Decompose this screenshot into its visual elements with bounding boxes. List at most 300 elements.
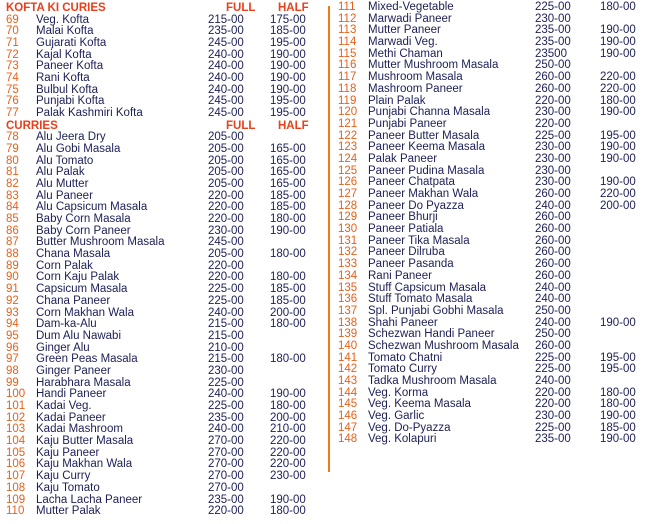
menu-item-row xyxy=(338,341,644,353)
item-number: 130 xyxy=(338,223,358,236)
half-price: 220-00 xyxy=(270,446,306,459)
item-number: 91 xyxy=(6,283,19,296)
full-price: 240-00 xyxy=(535,199,571,212)
half-price: 165-00 xyxy=(270,154,306,167)
item-number: 100 xyxy=(6,388,26,401)
item-number: 123 xyxy=(338,141,358,154)
full-price: 240-00 xyxy=(208,48,244,61)
item-number: 147 xyxy=(338,421,358,434)
item-name: Butter Mushroom Masala xyxy=(36,236,165,249)
item-name: Schezwan Handi Paneer xyxy=(368,328,495,341)
full-price: 270-00 xyxy=(208,470,244,483)
half-column-label: HALF xyxy=(278,119,309,132)
full-price: 205-00 xyxy=(208,142,244,155)
full-price: 220-00 xyxy=(535,94,571,107)
half-price: 185-00 xyxy=(270,294,306,307)
half-price: 190-00 xyxy=(270,71,306,84)
item-number: 72 xyxy=(6,48,19,61)
half-price: 190-00 xyxy=(270,48,306,61)
item-name: Kadai Mashroom xyxy=(36,423,123,436)
half-price: 190-00 xyxy=(600,176,636,189)
full-price: 235-00 xyxy=(535,36,571,49)
full-price: 260-00 xyxy=(535,188,571,200)
half-price: 190-00 xyxy=(600,24,636,37)
item-number: 137 xyxy=(338,304,358,317)
full-price: 250-00 xyxy=(535,304,571,317)
half-price: 185-00 xyxy=(600,421,636,434)
item-number: 138 xyxy=(338,316,358,329)
full-price: 260-00 xyxy=(535,223,571,236)
item-name: Mushroom Masala xyxy=(368,71,463,84)
full-price: 230-00 xyxy=(535,12,571,25)
item-number: 78 xyxy=(6,131,19,144)
item-name: Paneer Tika Masala xyxy=(368,234,470,247)
item-number: 79 xyxy=(6,142,19,155)
item-name: Punjabi Channa Masala xyxy=(368,106,491,119)
half-price: 200-00 xyxy=(600,199,636,212)
item-number: 119 xyxy=(338,94,357,107)
item-name: Dum Alu Nawabi xyxy=(36,329,122,342)
full-price: 240-00 xyxy=(535,375,571,387)
full-price: 240-00 xyxy=(208,83,244,96)
half-price: 190-00 xyxy=(270,224,306,237)
menu-item-row xyxy=(6,179,316,191)
full-price: 220-00 xyxy=(535,398,571,411)
menu-item-row xyxy=(6,73,316,85)
full-price: 240-00 xyxy=(208,60,244,73)
half-price: 190-00 xyxy=(600,433,636,446)
half-price: 220-00 xyxy=(600,82,636,95)
item-name: Paneer Makhan Wala xyxy=(368,188,479,200)
full-price: 225-00 xyxy=(535,129,571,142)
item-name: Ginger Paneer xyxy=(36,364,111,377)
half-price: 230-00 xyxy=(270,470,306,483)
half-price: 185-00 xyxy=(270,283,306,296)
half-price: 190-00 xyxy=(270,60,306,73)
menu-item-row xyxy=(338,2,644,14)
item-name: Palak Paneer xyxy=(368,152,438,165)
menu-item-row xyxy=(338,271,644,283)
half-price: 195-00 xyxy=(600,351,636,364)
full-price: 220-00 xyxy=(535,386,571,399)
item-number: 75 xyxy=(6,83,19,96)
full-price: 270-00 xyxy=(208,481,244,494)
item-name: Paneer Dilruba xyxy=(368,246,445,259)
item-name: Paneer Kofta xyxy=(36,60,104,73)
full-price: 220-00 xyxy=(208,505,244,518)
half-price: 195-00 xyxy=(270,107,306,119)
item-number: 148 xyxy=(338,433,358,446)
item-number: 99 xyxy=(6,376,19,389)
item-name: Punjabi Paneer xyxy=(368,117,447,130)
item-name: Lacha Lacha Paneer xyxy=(36,493,143,506)
item-number: 110 xyxy=(6,505,25,518)
item-name: Kaju Tomato xyxy=(36,481,100,494)
item-name: Rani Paneer xyxy=(368,269,432,282)
item-name: Kadai Paneer xyxy=(36,411,106,424)
full-price: 215-00 xyxy=(208,13,244,26)
half-price: 165-00 xyxy=(270,142,306,155)
half-price: 190-00 xyxy=(600,410,636,423)
full-price: 245-00 xyxy=(208,107,244,119)
full-price: 220-00 xyxy=(208,259,244,272)
item-name: Paneer Pasanda xyxy=(368,258,454,271)
half-price: 180-00 xyxy=(270,400,306,412)
half-price: 175-00 xyxy=(270,13,306,26)
item-number: 133 xyxy=(338,258,358,271)
item-number: 140 xyxy=(338,339,358,352)
half-price: 165-00 xyxy=(270,177,306,190)
item-name: Alu Capsicum Masala xyxy=(36,201,148,214)
item-name: Alu Gobi Masala xyxy=(36,142,121,155)
full-price: 245-00 xyxy=(208,36,244,49)
item-name: Alu Mutter xyxy=(36,177,89,190)
half-column-label: HALF xyxy=(278,2,309,14)
item-number: 111 xyxy=(338,1,356,13)
half-price: 190-00 xyxy=(600,316,636,329)
menu-item-row xyxy=(6,331,316,343)
half-price: 180-00 xyxy=(600,1,636,13)
full-column-label: FULL xyxy=(226,119,256,132)
half-price: 190-00 xyxy=(270,388,306,401)
full-price: 250-00 xyxy=(535,328,571,341)
item-name: Veg. Korma xyxy=(368,386,429,399)
full-price: 220-00 xyxy=(208,201,244,214)
item-number: 131 xyxy=(338,234,358,247)
full-price: 235-00 xyxy=(535,433,571,446)
item-name: Methi Chaman xyxy=(368,47,443,60)
half-price: 195-00 xyxy=(270,95,306,108)
item-name: Paneer Patiala xyxy=(368,223,444,236)
full-price: 205-00 xyxy=(208,248,244,261)
item-number: 103 xyxy=(6,423,26,436)
item-number: 86 xyxy=(6,224,19,237)
half-price: 180-00 xyxy=(270,318,306,331)
item-name: Veg. Garlic xyxy=(368,410,425,423)
item-number: 136 xyxy=(338,293,358,306)
full-price: 270-00 xyxy=(208,446,244,459)
menu-item-row xyxy=(6,296,316,308)
full-price: 260-00 xyxy=(535,246,571,259)
half-price: 195-00 xyxy=(600,363,636,376)
item-number: 114 xyxy=(338,36,357,49)
full-price: 230-00 xyxy=(535,176,571,189)
item-number: 90 xyxy=(6,271,19,284)
item-name: Harabhara Masala xyxy=(36,376,131,389)
item-name: Marwadi Veg. xyxy=(368,36,438,49)
full-price: 210-00 xyxy=(208,341,244,354)
item-name: Mutter Palak xyxy=(36,505,101,518)
half-price: 210-00 xyxy=(270,423,306,436)
full-price: 23500 xyxy=(535,47,567,60)
item-number: 82 xyxy=(6,177,19,190)
item-name: Paneer Chatpata xyxy=(368,176,455,189)
item-name: Handi Paneer xyxy=(36,388,107,401)
item-number: 144 xyxy=(338,386,358,399)
item-number: 88 xyxy=(6,248,19,261)
item-name: Corn Kaju Palak xyxy=(36,271,120,284)
item-number: 87 xyxy=(6,236,19,249)
full-price: 270-00 xyxy=(208,458,244,471)
item-number: 126 xyxy=(338,176,358,189)
item-name: Tadka Mushroom Masala xyxy=(368,375,497,387)
half-price: 165-00 xyxy=(270,166,306,179)
half-price: 190-00 xyxy=(600,36,636,49)
full-price: 225-00 xyxy=(208,376,244,389)
item-name: Tomato Curry xyxy=(368,363,438,376)
item-number: 104 xyxy=(6,435,26,448)
half-price: 180-00 xyxy=(270,248,306,261)
full-price: 235-00 xyxy=(208,493,244,506)
full-price: 215-00 xyxy=(208,318,244,331)
item-name: Mutter Paneer xyxy=(368,24,441,37)
item-number: 85 xyxy=(6,213,19,225)
full-price: 260-00 xyxy=(535,269,571,282)
half-price: 185-00 xyxy=(270,189,306,202)
item-number: 89 xyxy=(6,259,19,272)
item-number: 129 xyxy=(338,211,358,224)
full-price: 230-00 xyxy=(535,141,571,154)
full-price: 225-00 xyxy=(535,1,571,13)
section-title: CURRIES xyxy=(6,119,58,132)
item-name: Baby Corn Paneer xyxy=(36,224,131,237)
full-price: 240-00 xyxy=(208,71,244,84)
item-name: Veg. Kofta xyxy=(36,13,90,26)
item-number: 98 xyxy=(6,364,19,377)
full-price: 220-00 xyxy=(208,189,244,202)
item-name: Kaju Curry xyxy=(36,470,91,483)
left-menu-column xyxy=(6,2,316,518)
full-price: 260-00 xyxy=(535,82,571,95)
item-number: 116 xyxy=(338,59,357,72)
item-number: 95 xyxy=(6,329,19,342)
full-price: 225-00 xyxy=(208,283,244,296)
full-price: 205-00 xyxy=(208,177,244,190)
full-price: 225-00 xyxy=(535,351,571,364)
item-number: 115 xyxy=(338,47,357,60)
menu-item-row xyxy=(6,483,316,495)
item-name: Spl. Punjabi Gobhi Masala xyxy=(368,304,504,317)
column-divider xyxy=(328,6,330,472)
menu-item-row xyxy=(6,401,316,413)
menu-item-row xyxy=(338,189,644,201)
item-name: Mutter Mushroom Masala xyxy=(368,59,499,72)
menu-item-row xyxy=(338,37,644,49)
item-name: Stuff Tomato Masala xyxy=(368,293,473,306)
item-number: 101 xyxy=(6,400,26,412)
full-price: 240-00 xyxy=(535,316,571,329)
full-price: 240-00 xyxy=(535,293,571,306)
item-number: 93 xyxy=(6,306,19,319)
item-name: Chana Masala xyxy=(36,248,111,261)
half-price: 180-00 xyxy=(600,398,636,411)
item-name: Shahi Paneer xyxy=(368,316,438,329)
half-price: 180-00 xyxy=(270,353,306,366)
item-name: Palak Kashmiri Kofta xyxy=(36,107,143,119)
full-price: 205-00 xyxy=(208,154,244,167)
full-price: 225-00 xyxy=(208,400,244,412)
full-price: 240-00 xyxy=(208,388,244,401)
full-price: 260-00 xyxy=(535,258,571,271)
item-name: Schezwan Mushroom Masala xyxy=(368,339,519,352)
item-name: Gujarati Kofta xyxy=(36,36,107,49)
menu-item-row xyxy=(338,119,644,131)
full-price: 230-00 xyxy=(535,106,571,119)
menu-item-row xyxy=(338,376,644,388)
item-name: Paneer Pudina Masala xyxy=(368,164,485,177)
item-number: 122 xyxy=(338,129,358,142)
item-name: Green Peas Masala xyxy=(36,353,138,366)
full-price: 230-00 xyxy=(208,364,244,377)
full-price: 225-00 xyxy=(208,294,244,307)
item-name: Kaju Paneer xyxy=(36,446,100,459)
full-price: 270-00 xyxy=(208,435,244,448)
full-price: 240-00 xyxy=(208,423,244,436)
menu-item-row xyxy=(338,411,644,423)
item-number: 124 xyxy=(338,152,358,165)
item-number: 80 xyxy=(6,154,19,167)
full-price: 260-00 xyxy=(535,234,571,247)
item-number: 92 xyxy=(6,294,19,307)
half-price: 220-00 xyxy=(600,71,636,84)
half-price: 180-00 xyxy=(270,505,306,518)
half-price: 200-00 xyxy=(270,306,306,319)
half-price: 190-00 xyxy=(600,152,636,165)
item-number: 128 xyxy=(338,199,358,212)
item-number: 84 xyxy=(6,201,19,214)
item-number: 102 xyxy=(6,411,26,424)
item-number: 121 xyxy=(338,117,358,130)
item-name: Corn Palak xyxy=(36,259,93,272)
item-number: 109 xyxy=(6,493,26,506)
item-name: Malai Kofta xyxy=(36,25,94,38)
full-price: 230-00 xyxy=(535,410,571,423)
item-name: Alu Paneer xyxy=(36,189,93,202)
menu-item-row xyxy=(6,249,316,261)
full-price: 260-00 xyxy=(535,71,571,84)
item-number: 83 xyxy=(6,189,19,202)
item-name: Paneer Keema Masala xyxy=(368,141,485,154)
right-menu-column xyxy=(338,2,644,446)
menu-item-row xyxy=(6,214,316,226)
full-price: 235-00 xyxy=(208,411,244,424)
item-name: Corn Makhan Wala xyxy=(36,306,135,319)
item-number: 97 xyxy=(6,353,19,366)
item-number: 141 xyxy=(338,351,358,364)
item-number: 105 xyxy=(6,446,26,459)
half-price: 200-00 xyxy=(270,411,306,424)
half-price: 190-00 xyxy=(600,141,636,154)
item-name: Plain Palak xyxy=(368,94,426,107)
menu-item-row xyxy=(338,306,644,318)
menu-item-row xyxy=(6,108,316,120)
full-column-label: FULL xyxy=(226,2,256,14)
item-number: 143 xyxy=(338,375,358,387)
menu-item-row xyxy=(338,224,644,236)
full-price: 245-00 xyxy=(208,95,244,108)
item-number: 94 xyxy=(6,318,19,331)
item-number: 108 xyxy=(6,481,26,494)
item-name: Punjabi Kofta xyxy=(36,95,105,108)
section-header xyxy=(6,2,316,15)
item-number: 146 xyxy=(338,410,358,423)
half-price: 220-00 xyxy=(600,188,636,200)
item-number: 127 xyxy=(338,188,358,200)
menu-item-row xyxy=(338,84,644,96)
full-price: 240-00 xyxy=(208,306,244,319)
item-name: Capsicum Masala xyxy=(36,283,128,296)
item-number: 120 xyxy=(338,106,358,119)
item-number: 107 xyxy=(6,470,26,483)
item-number: 142 xyxy=(338,363,358,376)
item-name: Chana Paneer xyxy=(36,294,111,307)
item-name: Alu Jeera Dry xyxy=(36,131,106,144)
item-number: 139 xyxy=(338,328,358,341)
item-name: Alu Tomato xyxy=(36,154,94,167)
item-number: 145 xyxy=(338,398,358,411)
menu-item-row xyxy=(6,366,316,378)
full-price: 260-00 xyxy=(535,211,571,224)
half-price: 190-00 xyxy=(600,106,636,119)
item-name: Paneer Do Pyazza xyxy=(368,199,464,212)
item-number: 125 xyxy=(338,164,358,177)
item-number: 69 xyxy=(6,13,19,26)
item-number: 106 xyxy=(6,458,26,471)
item-name: Mashroom Paneer xyxy=(368,82,463,95)
full-price: 225-00 xyxy=(535,363,571,376)
item-number: 76 xyxy=(6,95,19,108)
item-name: Paneer Bhurji xyxy=(368,211,438,224)
item-name: Paneer Butter Masala xyxy=(368,129,480,142)
menu-item-row xyxy=(6,38,316,50)
half-price: 185-00 xyxy=(270,25,306,38)
item-name: Kaju Butter Masala xyxy=(36,435,134,448)
item-name: Marwadi Paneer xyxy=(368,12,452,25)
half-price: 180-00 xyxy=(600,94,636,107)
half-price: 180-00 xyxy=(270,271,306,284)
item-name: Ginger Alu xyxy=(36,341,90,354)
full-price: 205-00 xyxy=(208,166,244,179)
full-price: 225-00 xyxy=(535,421,571,434)
item-number: 132 xyxy=(338,246,358,259)
item-number: 71 xyxy=(6,36,19,49)
half-price: 195-00 xyxy=(600,129,636,142)
half-price: 220-00 xyxy=(270,435,306,448)
item-name: Rani Kofta xyxy=(36,71,90,84)
item-name: Veg. Keema Masala xyxy=(368,398,471,411)
full-price: 235-00 xyxy=(208,25,244,38)
item-number: 81 xyxy=(6,166,19,179)
item-name: Veg. Do-Pyazza xyxy=(368,421,451,434)
full-price: 215-00 xyxy=(208,329,244,342)
half-price: 185-00 xyxy=(270,201,306,214)
full-price: 250-00 xyxy=(535,59,571,72)
item-name: Alu Palak xyxy=(36,166,85,179)
item-name: Tomato Chatni xyxy=(368,351,443,364)
item-number: 70 xyxy=(6,25,19,38)
full-price: 235-00 xyxy=(535,24,571,37)
item-name: Kajal Kofta xyxy=(36,48,92,61)
full-price: 215-00 xyxy=(208,353,244,366)
full-price: 230-00 xyxy=(208,224,244,237)
item-number: 113 xyxy=(338,24,357,37)
full-price: 220-00 xyxy=(208,271,244,284)
item-number: 77 xyxy=(6,107,19,119)
item-name: Kaju Makhan Wala xyxy=(36,458,133,471)
item-number: 134 xyxy=(338,269,358,282)
half-price: 195-00 xyxy=(270,36,306,49)
item-name: Kadai Veg. xyxy=(36,400,92,412)
